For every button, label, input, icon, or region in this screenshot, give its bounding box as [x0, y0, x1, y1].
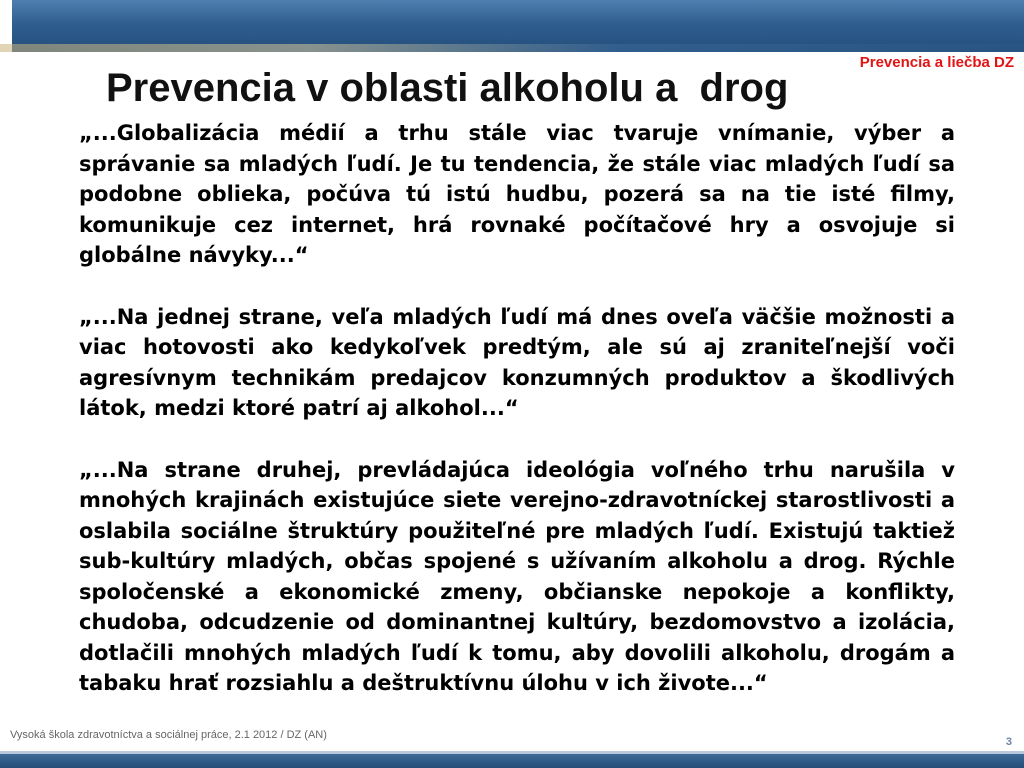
- quote-paragraph-3: „...Na strane druhej, prevládajúca ideológia voľného trhu narušila v mnohých krajinách existujúce siete verejno-zdravotníckej starostlivosti a oslabila sociálne štruktúry použiteľné pre mladých ľudí. Existujú taktiež sub-kultúry mladých, občas spojené s užívaním alkoholu a drog. Rýchle spoločenské a ekonomické zmeny, občianske nepokoje a konflikty, chudoba, odcudzenie od dominantnej kultúry, bezdomovstvo a izolácia, dotlačili mnohých mladých ľudí k tomu, aby dovolili alkoholu, drogám a tabaku hrať rozsiahlu a deštruktívnu úlohu v ich živote...“: [79, 457, 955, 695]
- quote-paragraph-2: „...Na jednej strane, veľa mladých ľudí má dnes oveľa väčšie možnosti a viac hotovosti ako kedykoľvek predtým, ale sú aj zraniteľnejší voči agresívnym technikám predajcov konzumných produktov a škodlivých látok, medzi ktoré patrí aj alkohol...“: [79, 304, 955, 420]
- footer-band: [0, 754, 1024, 768]
- slide-title: Prevencia v oblasti alkoholu a drog: [106, 66, 789, 110]
- quote-paragraph-1: „...Globalizácia médií a trhu stále viac tvaruje vnímanie, výber a správanie sa mladých ľudí. Je tu tendencia, že stále viac mladých ľudí sa podobne oblieka, počúva tú istú hudbu, pozerá sa na tie isté filmy, komunikuje cez internet, hrá rovnaké počítačové hry a osvojuje si globálne návyky...“: [79, 121, 955, 267]
- footer-institution: Vysoká škola zdravotníctva a sociálnej práce, 2.1 2012 / DZ (AN): [10, 729, 327, 741]
- brand-tag: Prevencia a liečba DZ: [859, 54, 1014, 71]
- page-number: 3: [1005, 736, 1012, 748]
- header-accent-stripe: [0, 44, 1024, 52]
- slide-body: [79, 118, 955, 699]
